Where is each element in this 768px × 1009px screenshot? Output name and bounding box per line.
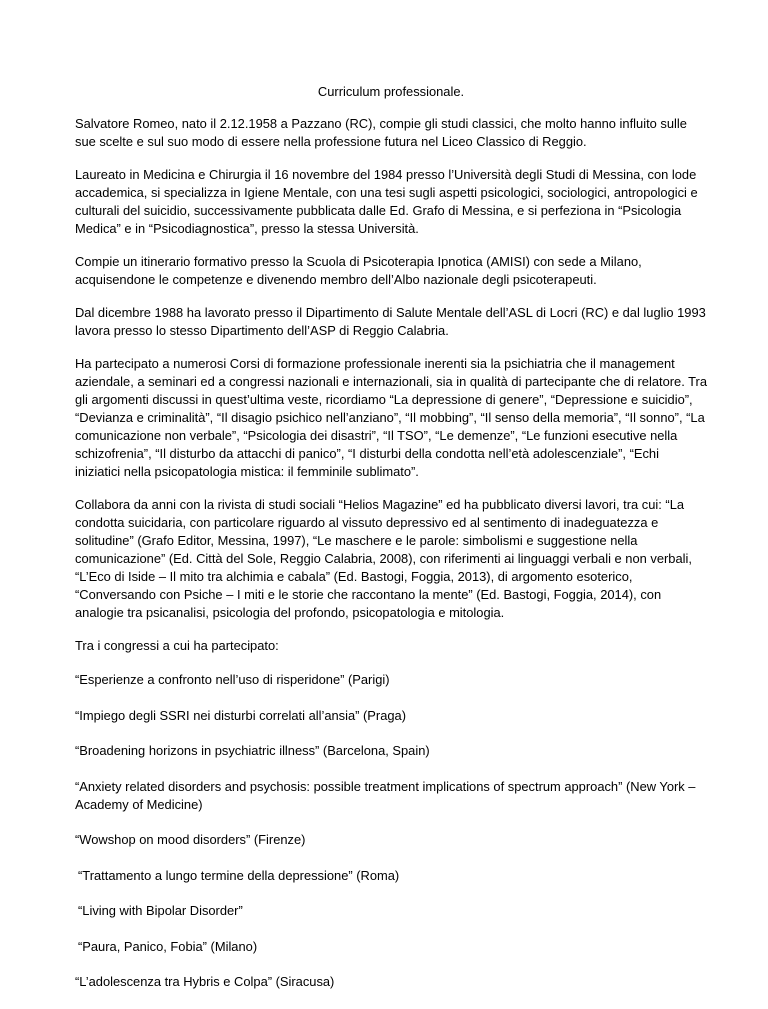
congress-item: “Paura, Panico, Fobia” (Milano) [78,938,258,954]
paragraph-employment: Dal dicembre 1988 ha lavorato presso il Dipartimento di Salute Mentale dell’ASL di Locri (RC) e dal luglio 1993 lavora presso lo stesso Dipartimento dell’ASP di Reggio Calabria. [75,305,706,338]
document-title: Curriculum professionale. [317,84,465,99]
paragraph-biography: Salvatore Romeo, nato il 2.12.1958 a Pazzano (RC), compie gli studi classici, che molto hanno influito sulle sue scelte e sul suo modo di essere nella professione futura nel Liceo Classico di Reggio. [75,116,687,149]
paragraph-training: Compie un itinerario formativo presso la Scuola di Psicoterapia Ipnotica (AMISI) con sede a Milano, acquisendone le competenze e divenendo membro dell’Albo nazionale degli psicoterapeuti. [75,254,642,287]
paragraph-courses: Ha partecipato a numerosi Corsi di formazione professionale inerenti sia la psichiatria che il management aziendale, a seminari ed a congressi nazionali e internazionali, sia in qualità di partecipante che di relatore. Tra gli argomenti discussi in quest’ultima veste, ricordiamo “La depressione di genere”, “Depressione e suicidio”, “Devianza e criminalità”, “Il disagio psichico nell’anziano”, “Il mobbing”, “Il senso della memoria”, “Il sonno”, “La comunicazione non verbale”, “Psicologia dei disastri”, “Il TSO”, “Le demenze”, “Le funzioni esecutive nella schizofrenia”, “Il disturbo da attacchi di panico”, “I disturbi della condotta nell’età adolescenziale”, “Echi iniziatici nella psicopatologia mistica: il femminile sublimato”. [75,356,708,479]
congress-item: “Living with Bipolar Disorder” [78,903,243,918]
document-page [75,83,707,1009]
congress-intro: Tra i congressi a cui ha partecipato: [75,638,279,653]
congress-item: “Impiego degli SSRI nei disturbi correlati all’ansia” (Praga) [75,707,407,723]
congress-item: “Trattamento a lungo termine della depressione” (Roma) [78,867,400,883]
congress-item: “L’adolescenza tra Hybris e Colpa” (Siracusa) [75,974,335,989]
paragraph-education: Laureato in Medicina e Chirurgia il 16 novembre del 1984 presso l’Università degli Studi di Messina, con lode accademica, si specializza in Igiene Mentale, con una tesi sugli aspetti psicologici, sociologici, antropologici e culturali del suicidio, successivamente pubblicata dalle Ed. Grafo di Messina, e si perfeziona in “Psicologia Medica” e in “Psicodiagnostica”, presso la stessa Università. [75,167,698,236]
congress-item: “Wowshop on mood disorders” (Firenze) [75,832,306,847]
congress-list [75,671,707,991]
paragraph-publications: Collabora da anni con la rivista di studi sociali “Helios Magazine” ed ha pubblicato diversi lavori, tra cui: “La condotta suicidaria, con particolare riguardo al vissuto depressivo ed al sentimento di inadeguatezza e solitudine” (Grafo Editor, Messina, 1997), “Le maschere e le parole: simbolismi e suggestione nella comunicazione” (Ed. Città del Sole, Reggio Calabria, 2008), con riferimenti ai linguaggi verbali e non verbali, “L’Eco di Iside – Il mito tra alchimia e cabala” (Ed. Bastogi, Foggia, 2013), di argomento esoterico, “Conversando con Psiche – I miti e le storie che raccontano la mente” (Ed. Bastogi, Foggia, 2014), con analogie tra psicanalisi, psicologia del profondo, psicopatologia e mitologia. [75,497,692,620]
congress-item: “Anxiety related disorders and psychosis: possible treatment implications of spectrum approach” (New York – Academy of Medicine) [75,778,696,812]
congress-item: “Esperienze a confronto nell’uso di risperidone” (Parigi) [75,672,390,687]
congress-item: “Broadening horizons in psychiatric illness” (Barcelona, Spain) [75,743,430,758]
